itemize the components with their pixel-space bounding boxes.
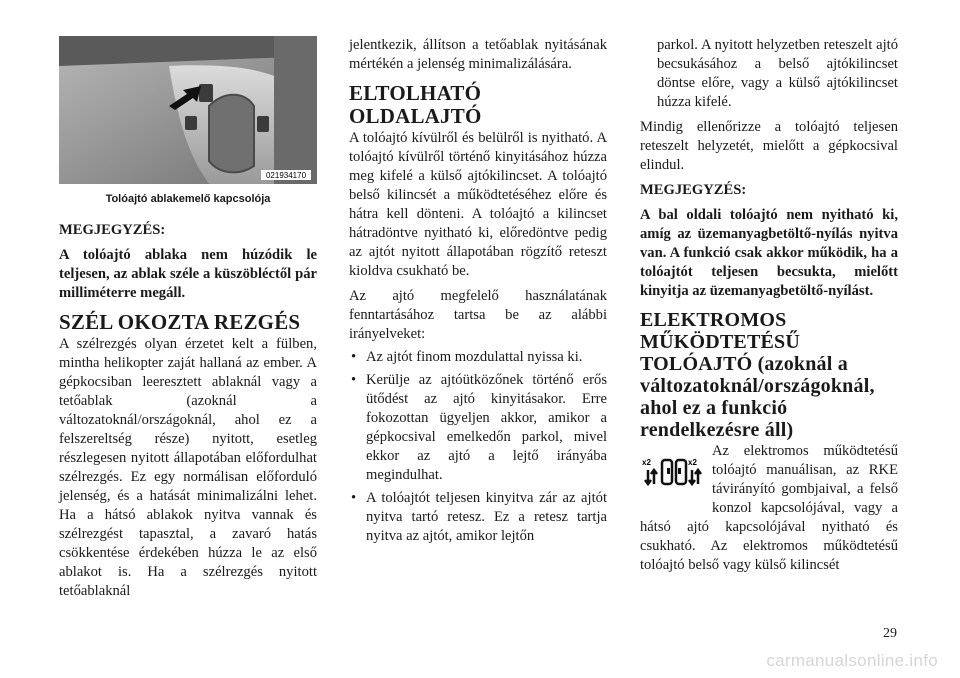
- door-panel-illustration: [59, 36, 317, 184]
- power-door-icon: [640, 456, 706, 508]
- sliding-door-paragraph-2: Az ajtó megfelelő használatának fenntartásához tartsa be az alábbi irányelveket:: [349, 288, 607, 342]
- x2-mark: x2: [688, 458, 697, 467]
- heading-power-sliding-door: ELEKTROMOS MŰKÖDTETÉSŰ TOLÓAJTÓ (azoknál a változatoknál/országoknál, ahol ez a funkció rendelkezésre áll): [640, 309, 875, 441]
- page-number: 29: [883, 626, 897, 641]
- note-2-text: A bal oldali tolóajtó nem nyitható ki, amíg az üzemanyagbetöltő-nyílás nyitva van. A funkció csak akkor működik, ha a tolóajtót teljesen becsukta, mielőtt kinyitja az üzemanyagbetöltő-nyílást.: [640, 207, 898, 299]
- heading-wind-buffeting: SZÉL OKOZTA REZGÉS: [59, 310, 301, 334]
- guideline-list: [349, 348, 607, 546]
- list-item: • Kerülje az ajtóütközőnek történő erős ütődést az ajtó kinyitásakor. Erre fokozottan ügyeljen akkor, amikor a gépkocsival emelkedőn parkol, mivel ekkor az ajtó a lejtő irányába megindulhat.: [349, 371, 607, 485]
- heading-sliding-door: ELTOLHATÓ OLDALAJTÓ: [349, 81, 482, 128]
- list-item: • Az ajtót finom mozdulattal nyissa ki.: [349, 348, 607, 367]
- wind-buffeting-paragraph: A szélrezgés olyan érzetet kelt a fülben, mintha helikopter zaját hallaná az ember. A gépkocsiban leeresztett ablaknál vagy a tetőablak (azoknál a változatoknál/országoknál, ahol ez a felszereltség része) nyitott, esetleg részlegesen nyitott állapotában előfordulhat szélrezgés. Ez egy normálisan előforduló jelenség, és a hatását minimalizálni lehet. Ha a hátsó ablakok nyitva vannak és szélrezgést tapasztal, a zavaró hatás csökkentése érdekében húzza le az első ablakot is. Ha a szélrezgés nyitott tetőablaknál: [59, 336, 317, 599]
- sliding-door-paragraph-1: A tolóajtó kívülről és belülről is nyitható. A tolóajtó kívülről történő kinyitásához húzza meg kifelé a külső ajtókilincset. A tolóajtó belső kilincsét a működtetéséhez előre és hátra kell dönteni. A tolóajtó a kilincset hátradöntve nyitható ki, előredöntve pedig az ajtót nyitott állapotában rögzítő reteszt kioldva csukható be.: [349, 130, 607, 279]
- column-3: [640, 36, 898, 575]
- power-door-paragraph: Az elektromos működtetésű tolóajtó manuálisan, az RKE távirányító gombjaival, a felső konzol kapcsolójával, vagy a hátsó ajtó kapcsolójával nyitható és csukható. Az elektromos működtetésű tolóajtó belső vagy külső kilincsét: [640, 443, 898, 573]
- photo-caption: Tolóajtó ablakemelő kapcsolója: [105, 193, 271, 205]
- continued-text: jelentkezik, állítson a tetőablak nyitásának mértékén a jelenség minimalizálására.: [349, 37, 607, 72]
- note-1-title: MEGJEGYZÉS:: [59, 222, 166, 238]
- note-1-text: A tolóajtó ablaka nem húzódik le teljesen, az ablak széle a küszöbléctől pár milliméterre megáll.: [59, 247, 317, 301]
- door-switch-photo: [59, 36, 317, 184]
- watermark: carmanualsonline.info: [766, 651, 938, 670]
- list-item: • A tolóajtót teljesen kinyitva zár az ajtót nyitva tartó retesz. Ez a retesz tartja nyitva az ajtót, amikor lejtőn: [349, 489, 607, 546]
- x2-mark: x2: [642, 458, 651, 467]
- check-latch-paragraph: Mindig ellenőrizze a tolóajtó teljesen reteszelt helyzetét, mielőtt a gépkocsival elindul.: [640, 119, 898, 173]
- column-1: [59, 36, 317, 601]
- photo-code: 021934170: [265, 171, 307, 180]
- column-2: [349, 36, 607, 550]
- continued-bullet-text: parkol. A nyitott helyzetben reteszelt ajtó becsukásához a belső ajtókilincset döntse előre, vagy a külső ajtókilincset húzza kifelé.: [657, 37, 898, 110]
- note-2-title: MEGJEGYZÉS:: [640, 182, 747, 198]
